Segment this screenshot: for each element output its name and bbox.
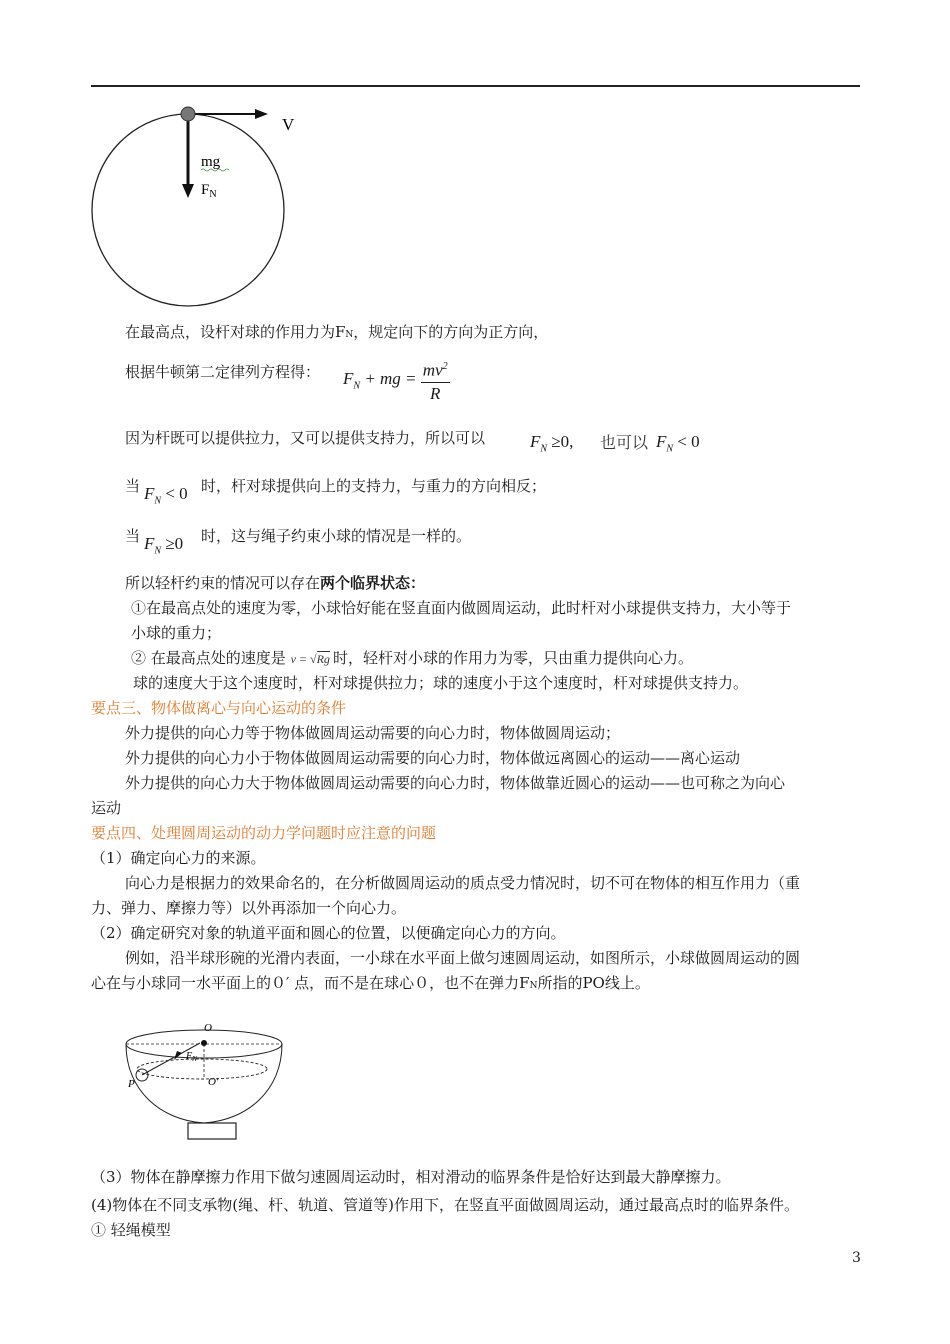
center-o: [201, 1040, 207, 1046]
text-line-4b: 时，杆对球提供向上的支持力，与重力的方向相反；: [201, 477, 547, 495]
newton-equation: $F_N$ + mg = $\frac{mv^2}{R}$: [343, 356, 450, 405]
section-heading-4: 要点四、处理圆周运动的动力学问题时应注意的问题: [91, 824, 437, 842]
text-line-13: 外力提供的向心力大于物体做圆周运动需要的向心力时，物体做靠近圆心的运动——也可称之为向心: [125, 774, 786, 792]
text-line-19: 例如，沿半球形碗的光滑内表面，一小球在水平面上做匀速圆周运动，如图所示，小球做圆周运动的圆: [125, 949, 801, 967]
bowl-stand: [188, 1123, 236, 1139]
text-line-3-mid: 也可以: [600, 433, 649, 452]
header-rule: [91, 85, 860, 87]
inequality-fn-lt0: $F_N < 0$: [656, 432, 700, 455]
text-line-3: 因为杆既可以提供拉力，又可以提供支持力，所以可以: [125, 429, 486, 447]
equation-fraction: $\frac{mv^2}{R}$: [421, 356, 450, 405]
inequality-fn-geq0: $F_N \ge 0$,: [530, 432, 574, 455]
orbit-ellipse: [137, 1059, 267, 1079]
inequality-fn-geq0-2: $F_N \ge 0$: [144, 534, 184, 557]
text-line-1: 在最高点，设杆对球的作用力为FN，规定向下的方向为正方向，: [125, 323, 549, 341]
text-line-22: (4)物体在不同支承物(绳、杆、轨道、管道等)作用下，在竖直平面做圆周运动，通过最高点时的临界条件。: [91, 1196, 799, 1214]
fn-arrowhead: [174, 1051, 182, 1060]
text-line-11: 外力提供的向心力等于物体做圆周运动需要的向心力时，物体做圆周运动；: [125, 724, 621, 742]
text-line-21: （3）物体在静摩擦力作用下做匀速圆周运动时，相对滑动的临界条件是恰好达到最大静摩擦力。: [91, 1168, 731, 1186]
section-heading-3: 要点三、物体做离心与向心运动的条件: [91, 699, 347, 717]
velocity-arrowhead: [255, 109, 268, 119]
ball: [181, 107, 195, 121]
text-line-16: 向心力是根据力的效果命名的，在分析做圆周运动的质点受力情况时，切不可在物体的相互作用力（重: [125, 874, 801, 892]
inequality-fn-lt0-2: $F_N < 0$: [144, 484, 188, 507]
text-line-2: 根据牛顿第二定律列方程得：: [125, 363, 321, 381]
label-o: O: [204, 1022, 212, 1034]
text-line-23: ① 轻绳模型: [91, 1221, 171, 1239]
text-line-20: 心在与小球同一水平面上的０′ 点，而不是在球心０，也不在弹力FN所指的PO线上。: [91, 974, 650, 992]
text-line-5b: 时，这与绳子约束小球的情况是一样的。: [201, 527, 472, 545]
text-line-14: 运动: [91, 799, 122, 817]
label-fn: $F_N$: [201, 182, 217, 200]
text-line-5: 当: [125, 527, 141, 545]
label-mg: mg: [201, 154, 221, 170]
page-number: 3: [852, 1250, 861, 1266]
text-line-4: 当: [125, 477, 141, 495]
label-v: V: [282, 115, 295, 134]
force-arrowhead: [182, 184, 194, 198]
circle-force-diagram: [85, 100, 315, 315]
text-line-7: ①在最高点处的速度为零，小球恰好能在竖直面内做圆周运动，此时杆对小球提供支持力，大小等于: [131, 599, 792, 617]
label-p: P: [128, 1078, 135, 1090]
velocity-formula: v = √Rg: [290, 652, 330, 666]
text-line-15: （1）确定向心力的来源。: [91, 849, 266, 867]
label-o-prime: O': [208, 1076, 219, 1088]
text-line-6: 所以轻杆约束的情况可以存在两个临界状态：: [125, 574, 426, 592]
bowl-diagram: [120, 1015, 300, 1145]
text-line-9: ② 在最高点处的速度是 v = √Rg 时，轻杆对小球的作用力为零，只由重力提供向心力。: [131, 649, 693, 667]
text-line-18: （2）确定研究对象的轨道平面和圆心的位置，以便确定向心力的方向。: [91, 924, 566, 942]
text-line-8: 小球的重力；: [131, 624, 222, 642]
text-line-17: 力、弹力、摩擦力等）以外再添加一个向心力。: [91, 899, 407, 917]
label-fn: $F_N$: [186, 1051, 197, 1063]
text-line-10: 球的速度大于这个速度时，杆对球提供拉力；球的速度小于这个速度时，杆对球提供支持力。: [133, 674, 749, 692]
text-line-12: 外力提供的向心力小于物体做圆周运动需要的向心力时，物体做远离圆心的运动——离心运动: [125, 749, 741, 767]
